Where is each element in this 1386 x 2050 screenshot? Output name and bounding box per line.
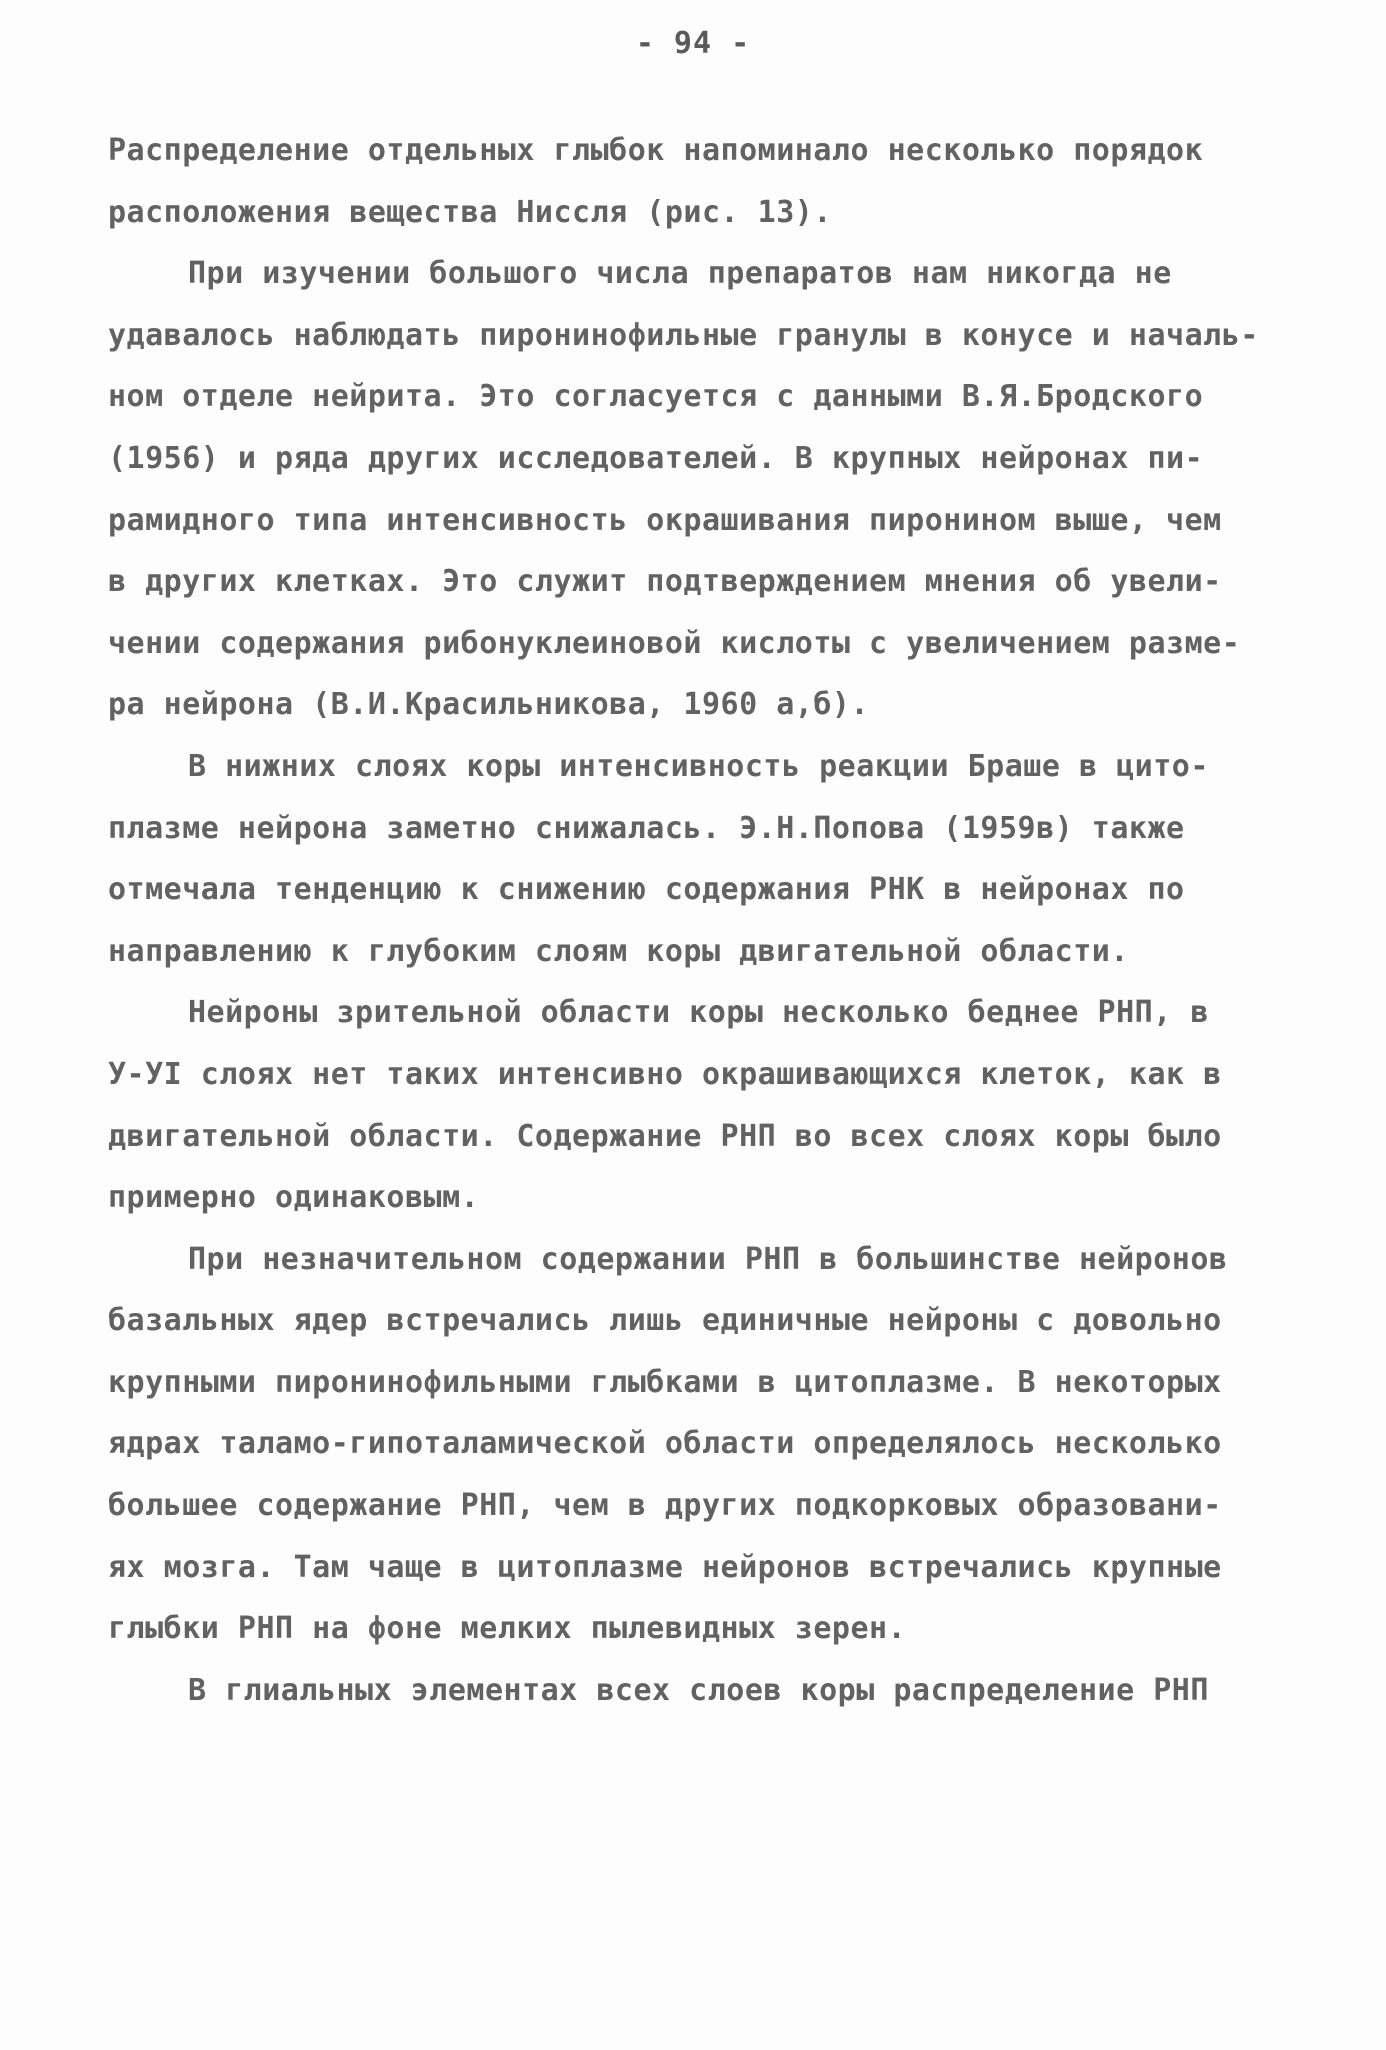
- text-line: При незначительном содержании РНП в большинстве нейронов: [188, 1241, 1228, 1277]
- text-line: ях мозга. Там чаще в цитоплазме нейронов встречались крупные: [108, 1549, 1222, 1585]
- text-line: (1956) и ряда других исследователей. В крупных нейронах пи-: [108, 440, 1204, 476]
- text-line: направлению к глубоким слоям коры двигательной области.: [108, 933, 1129, 969]
- text-line: в других клетках. Это служит подтверждением мнения об увели-: [108, 564, 1222, 600]
- text-line: удавалось наблюдать пиронинофильные гранулы в конусе и началь-: [108, 317, 1259, 353]
- text-line: отмечала тенденцию к снижению содержания РНК в нейронах по: [108, 872, 1185, 908]
- text-line: Нейроны зрительной области коры несколько беднее РНП, в: [188, 995, 1209, 1031]
- text-line: В нижних слоях коры интенсивность реакции Браше в цито-: [188, 748, 1209, 784]
- text-line: Распределение отдельных глыбок напоминало несколько порядок: [108, 133, 1204, 168]
- body-text: [108, 120, 1288, 1721]
- page-number: - 94 -: [635, 26, 751, 61]
- text-line: большее содержание РНП, чем в других подкорковых образовани-: [108, 1488, 1222, 1524]
- text-line: плазме нейрона заметно снижалась. Э.Н.Попова (1959в) также: [108, 810, 1185, 846]
- text-line: рамидного типа интенсивность окрашивания пиронином выше, чем: [108, 502, 1222, 538]
- text-line: ра нейрона (В.И.Красильникова, 1960 а,б).: [108, 687, 870, 723]
- text-line: При изучении большого числа препаратов нам никогда не: [188, 256, 1172, 292]
- text-line: ном отделе нейрита. Это согласуется с данными В.Я.Бродского: [108, 379, 1204, 415]
- text-line: двигательной области. Содержание РНП во всех слоях коры было: [108, 1118, 1222, 1154]
- text-line: ядрах таламо-гипоталамической области определялось несколько: [108, 1426, 1222, 1462]
- text-line: В глиальных элементах всех слоев коры распределение РНП: [188, 1672, 1209, 1708]
- text-line: расположения вещества Ниссля (рис. 13).: [108, 194, 832, 230]
- text-line: крупными пиронинофильными глыбками в цитоплазме. В некоторых: [108, 1364, 1222, 1400]
- text-line: чении содержания рибонуклеиновой кислоты с увеличением разме-: [108, 625, 1241, 661]
- text-line: базальных ядер встречались лишь единичные нейроны с довольно: [108, 1303, 1222, 1339]
- text-line: глыбки РНП на фоне мелких пылевидных зерен.: [108, 1611, 907, 1647]
- text-line: У-УI слоях нет таких интенсивно окрашивающихся клеток, как в: [108, 1056, 1222, 1092]
- text-line: примерно одинаковым.: [108, 1180, 480, 1216]
